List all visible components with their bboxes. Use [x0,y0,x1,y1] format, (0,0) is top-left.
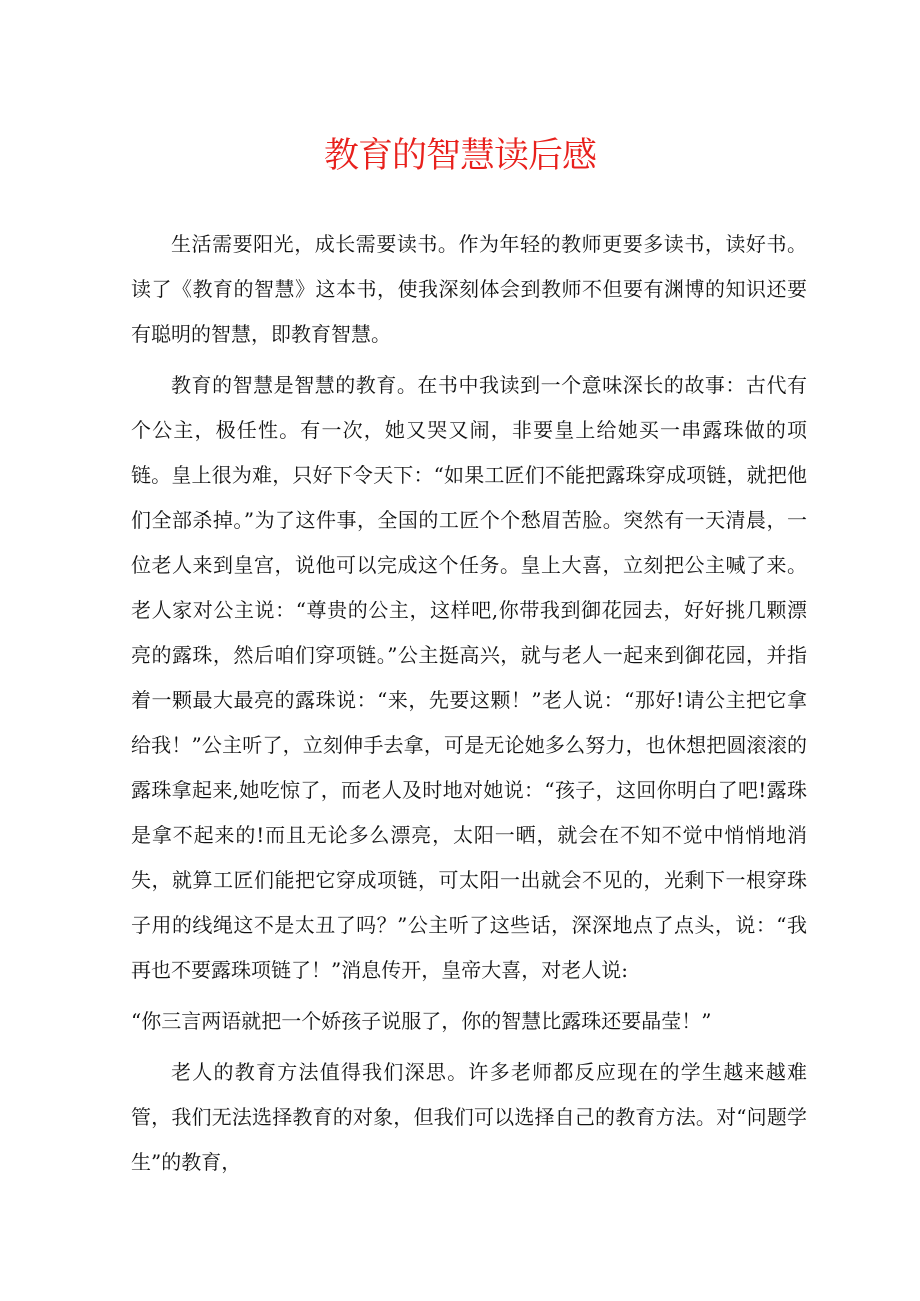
document-body [131,222,807,1185]
document-title: 教育的智慧读后感 [323,136,596,176]
paragraph-story: 教育的智慧是智慧的教育。在书中我读到一个意味深长的故事：古代有个公主，极任性。有一次，她又哭又闹，非要皇上给她买一串露珠做的项链。皇上很为难，只好下令天下：“如果工匠们不能把露珠穿成项链，就把他们全部杀掉。”为了这件事，全国的工匠个个愁眉苦脸。突然有一天清晨，一位老人来到皇宫，说他可以完成这个任务。皇上大喜，立刻把公主喊了来。老人家对公主说：“尊贵的公主，这样吧,你带我到御花园去，好好挑几颗漂亮的露珠，然后咱们穿项链。”公主挺高兴，就与老人一起来到御花园，并指着一颗最大最亮的露珠说：“来，先要这颗！”老人说：“那好!请公主把它拿给我！”公主听了，立刻伸手去拿，可是无论她多么努力，也休想把圆滚滚的露珠拿起来,她吃惊了，而老人及时地对她说：“孩子，这回你明白了吧!露珠是拿不起来的!而且无论多么漂亮，太阳一晒，就会在不知不觉中悄悄地消失，就算工匠们能把它穿成项链，可太阳一出就会不见的，光剩下一根穿珠子用的线绳这不是太丑了吗？”公主听了这些话，深深地点了点头，说：“我再也不要露珠项链了！”消息传开，皇帝大喜，对老人说: [131,373,807,982]
paragraph-intro: 生活需要阳光，成长需要读书。作为年轻的教师更要多读书，读好书。读了《教育的智慧》这本书，使我深刻体会到教师不但要有渊博的知识还要有聪明的智慧，即教育智慧。 [131,232,807,346]
paragraph-reflection: 老人的教育方法值得我们深思。许多老师都反应现在的学生越来越难管，我们无法选择教育的对象，但我们可以选择自己的教育方法。对“问题学生”的教育， [131,1060,807,1174]
paragraph-quote: “你三言两语就把一个娇孩子说服了，你的智慧比露珠还要晶莹！” [131,1009,712,1033]
